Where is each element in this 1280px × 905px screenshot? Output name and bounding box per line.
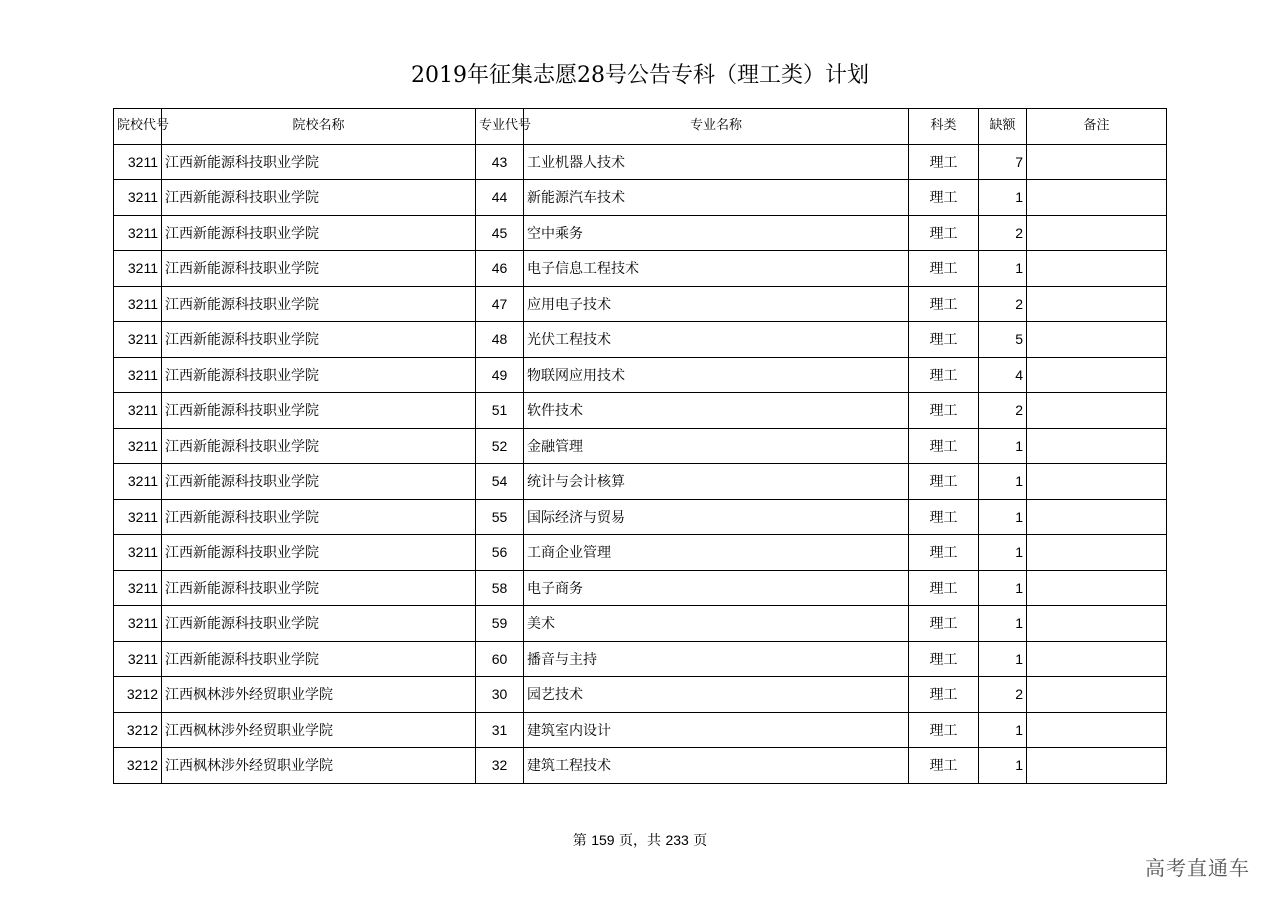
table-row [114, 606, 1167, 642]
cell-category: 理工 [909, 144, 979, 180]
header-category: 科类 [909, 109, 979, 145]
cell-quota: 2 [979, 677, 1027, 713]
cell-school-code: 3211 [114, 357, 162, 393]
cell-major-name: 软件技术 [524, 393, 909, 429]
cell-quota: 1 [979, 748, 1027, 784]
cell-category: 理工 [909, 357, 979, 393]
table-row [114, 499, 1167, 535]
cell-school-name: 江西新能源科技职业学院 [162, 606, 476, 642]
cell-school-name: 江西新能源科技职业学院 [162, 322, 476, 358]
cell-quota: 1 [979, 251, 1027, 287]
cell-major-code: 32 [476, 748, 524, 784]
cell-category: 理工 [909, 748, 979, 784]
cell-quota: 1 [979, 641, 1027, 677]
cell-school-name: 江西新能源科技职业学院 [162, 215, 476, 251]
cell-note [1027, 641, 1167, 677]
cell-quota: 1 [979, 499, 1027, 535]
header-school-code: 院校代号 [114, 109, 162, 145]
table-row [114, 570, 1167, 606]
cell-school-name: 江西新能源科技职业学院 [162, 641, 476, 677]
cell-category: 理工 [909, 464, 979, 500]
table-row [114, 357, 1167, 393]
cell-school-name: 江西新能源科技职业学院 [162, 535, 476, 571]
table-row [114, 712, 1167, 748]
cell-major-code: 52 [476, 428, 524, 464]
cell-school-code: 3211 [114, 641, 162, 677]
cell-school-code: 3211 [114, 393, 162, 429]
cell-quota: 1 [979, 428, 1027, 464]
cell-school-code: 3211 [114, 499, 162, 535]
cell-major-code: 30 [476, 677, 524, 713]
cell-quota: 5 [979, 322, 1027, 358]
cell-category: 理工 [909, 606, 979, 642]
cell-major-name: 应用电子技术 [524, 286, 909, 322]
cell-category: 理工 [909, 393, 979, 429]
cell-quota: 1 [979, 464, 1027, 500]
cell-category: 理工 [909, 712, 979, 748]
table-row [114, 677, 1167, 713]
cell-major-code: 49 [476, 357, 524, 393]
cell-quota: 1 [979, 570, 1027, 606]
cell-quota: 4 [979, 357, 1027, 393]
cell-major-name: 电子商务 [524, 570, 909, 606]
cell-major-name: 美术 [524, 606, 909, 642]
cell-school-code: 3211 [114, 606, 162, 642]
table-body [114, 144, 1167, 783]
cell-school-name: 江西新能源科技职业学院 [162, 428, 476, 464]
cell-major-name: 工商企业管理 [524, 535, 909, 571]
page-footer [0, 830, 1280, 850]
cell-major-name: 工业机器人技术 [524, 144, 909, 180]
cell-note [1027, 606, 1167, 642]
cell-major-name: 国际经济与贸易 [524, 499, 909, 535]
cell-category: 理工 [909, 570, 979, 606]
table-row [114, 641, 1167, 677]
cell-note [1027, 535, 1167, 571]
cell-school-code: 3211 [114, 286, 162, 322]
cell-school-name: 江西新能源科技职业学院 [162, 180, 476, 216]
cell-major-code: 54 [476, 464, 524, 500]
cell-note [1027, 712, 1167, 748]
cell-major-name: 金融管理 [524, 428, 909, 464]
cell-note [1027, 180, 1167, 216]
cell-school-code: 3211 [114, 535, 162, 571]
footer-total-pages: 233 [665, 832, 689, 848]
cell-note [1027, 428, 1167, 464]
cell-major-code: 59 [476, 606, 524, 642]
cell-quota: 2 [979, 393, 1027, 429]
cell-major-name: 统计与会计核算 [524, 464, 909, 500]
footer-prefix: 第 [572, 833, 587, 849]
watermark: 高考直通车 [1145, 856, 1250, 880]
cell-category: 理工 [909, 251, 979, 287]
cell-note [1027, 464, 1167, 500]
cell-note [1027, 286, 1167, 322]
cell-quota: 2 [979, 215, 1027, 251]
header-school-name: 院校名称 [162, 109, 476, 145]
cell-category: 理工 [909, 286, 979, 322]
table-row [114, 748, 1167, 784]
page-title: 2019年征集志愿28号公告专科（理工类）计划 [411, 63, 869, 88]
cell-note [1027, 748, 1167, 784]
cell-major-code: 48 [476, 322, 524, 358]
cell-category: 理工 [909, 641, 979, 677]
cell-quota: 2 [979, 286, 1027, 322]
cell-major-name: 播音与主持 [524, 641, 909, 677]
cell-major-name: 电子信息工程技术 [524, 251, 909, 287]
cell-school-name: 江西新能源科技职业学院 [162, 357, 476, 393]
table-row [114, 251, 1167, 287]
cell-school-name: 江西新能源科技职业学院 [162, 499, 476, 535]
cell-school-code: 3211 [114, 215, 162, 251]
cell-school-code: 3212 [114, 677, 162, 713]
cell-major-code: 31 [476, 712, 524, 748]
cell-note [1027, 251, 1167, 287]
cell-category: 理工 [909, 180, 979, 216]
cell-school-code: 3211 [114, 322, 162, 358]
cell-school-code: 3211 [114, 464, 162, 500]
cell-school-name: 江西枫林涉外经贸职业学院 [162, 748, 476, 784]
table-row [114, 144, 1167, 180]
cell-major-name: 园艺技术 [524, 677, 909, 713]
cell-quota: 7 [979, 144, 1027, 180]
cell-note [1027, 677, 1167, 713]
cell-school-code: 3211 [114, 180, 162, 216]
cell-quota: 1 [979, 606, 1027, 642]
cell-major-name: 物联网应用技术 [524, 357, 909, 393]
footer-page-number: 159 [591, 832, 615, 848]
cell-school-name: 江西新能源科技职业学院 [162, 570, 476, 606]
header-quota: 缺额 [979, 109, 1027, 145]
table-row [114, 428, 1167, 464]
cell-category: 理工 [909, 215, 979, 251]
footer-suffix: 页 [693, 833, 708, 849]
cell-major-code: 58 [476, 570, 524, 606]
cell-major-name: 建筑工程技术 [524, 748, 909, 784]
header-note: 备注 [1027, 109, 1167, 145]
cell-school-name: 江西新能源科技职业学院 [162, 393, 476, 429]
table-row [114, 464, 1167, 500]
cell-school-name: 江西新能源科技职业学院 [162, 251, 476, 287]
table-row [114, 286, 1167, 322]
cell-major-code: 60 [476, 641, 524, 677]
cell-school-code: 3211 [114, 570, 162, 606]
cell-major-name: 建筑室内设计 [524, 712, 909, 748]
cell-note [1027, 570, 1167, 606]
cell-major-code: 55 [476, 499, 524, 535]
footer-middle: 页，共 [619, 833, 661, 849]
cell-major-code: 45 [476, 215, 524, 251]
cell-note [1027, 144, 1167, 180]
cell-school-name: 江西新能源科技职业学院 [162, 464, 476, 500]
table-row [114, 215, 1167, 251]
cell-category: 理工 [909, 677, 979, 713]
table-row [114, 180, 1167, 216]
cell-note [1027, 322, 1167, 358]
header-major-code: 专业代号 [476, 109, 524, 145]
cell-school-code: 3211 [114, 428, 162, 464]
table-header-row [114, 109, 1167, 145]
cell-school-name: 江西新能源科技职业学院 [162, 286, 476, 322]
cell-note [1027, 215, 1167, 251]
cell-quota: 1 [979, 180, 1027, 216]
cell-school-name: 江西新能源科技职业学院 [162, 144, 476, 180]
table-row [114, 535, 1167, 571]
cell-school-code: 3212 [114, 748, 162, 784]
cell-school-name: 江西枫林涉外经贸职业学院 [162, 712, 476, 748]
cell-category: 理工 [909, 499, 979, 535]
cell-quota: 1 [979, 535, 1027, 571]
cell-school-code: 3211 [114, 144, 162, 180]
cell-category: 理工 [909, 535, 979, 571]
cell-major-name: 空中乘务 [524, 215, 909, 251]
cell-quota: 1 [979, 712, 1027, 748]
cell-major-code: 51 [476, 393, 524, 429]
cell-school-code: 3212 [114, 712, 162, 748]
cell-note [1027, 499, 1167, 535]
cell-school-name: 江西枫林涉外经贸职业学院 [162, 677, 476, 713]
cell-major-name: 新能源汽车技术 [524, 180, 909, 216]
cell-note [1027, 357, 1167, 393]
cell-major-code: 43 [476, 144, 524, 180]
cell-major-code: 46 [476, 251, 524, 287]
cell-category: 理工 [909, 322, 979, 358]
plan-table [113, 108, 1167, 784]
cell-major-code: 44 [476, 180, 524, 216]
cell-major-code: 47 [476, 286, 524, 322]
table-row [114, 322, 1167, 358]
cell-major-code: 56 [476, 535, 524, 571]
cell-category: 理工 [909, 428, 979, 464]
cell-school-code: 3211 [114, 251, 162, 287]
table-row [114, 393, 1167, 429]
cell-major-name: 光伏工程技术 [524, 322, 909, 358]
cell-note [1027, 393, 1167, 429]
header-major-name: 专业名称 [524, 109, 909, 145]
